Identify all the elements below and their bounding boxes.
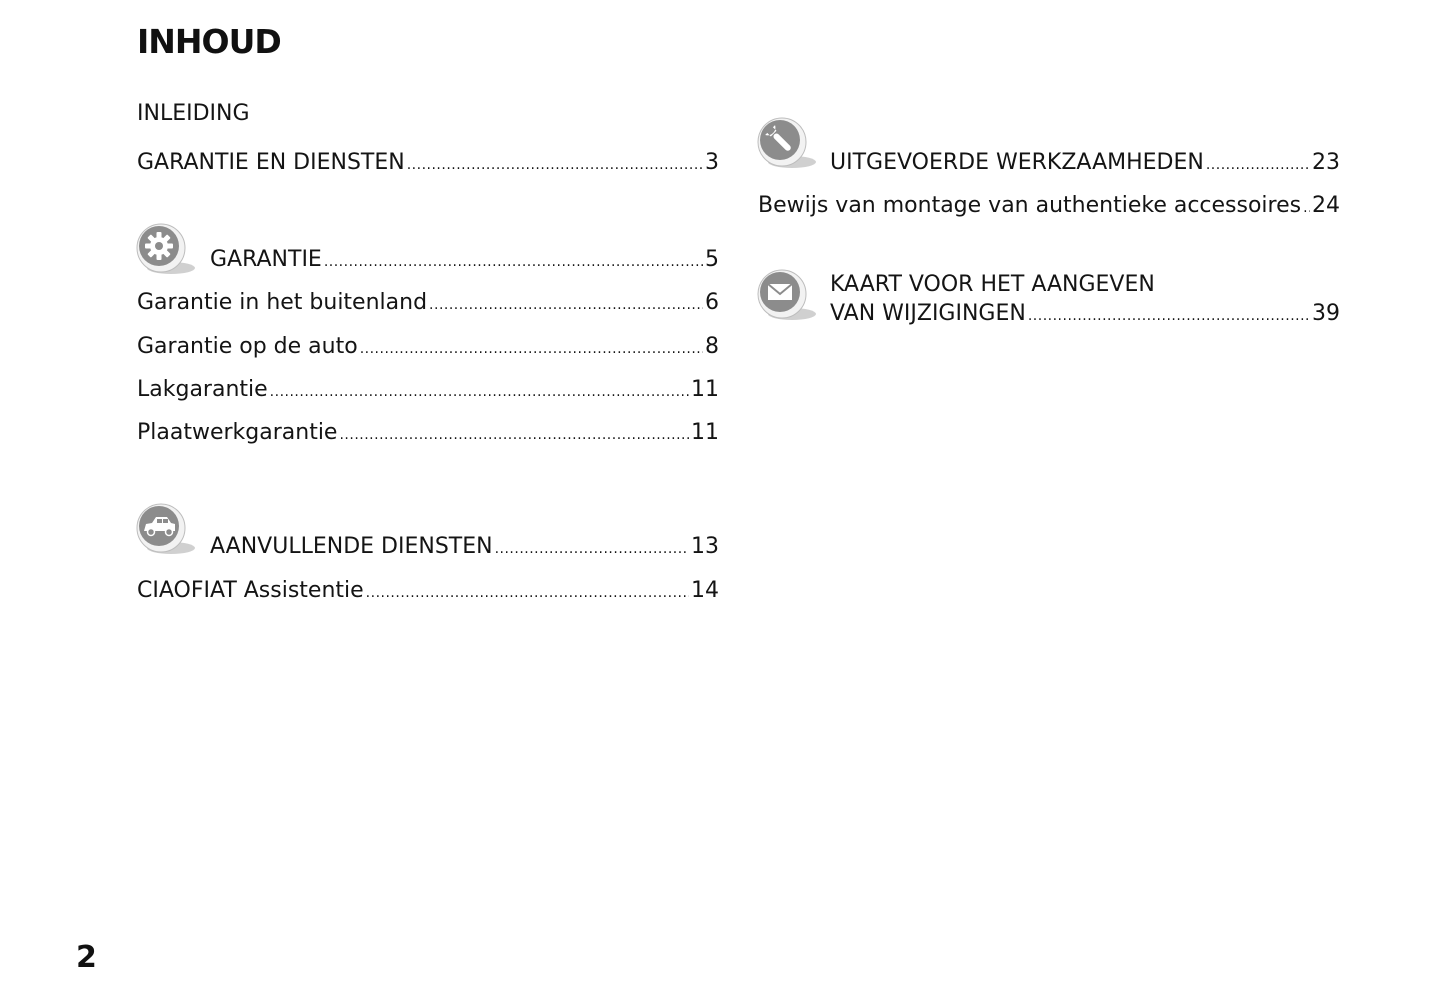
dot-leader — [339, 420, 689, 450]
page-number: 2 — [76, 940, 97, 975]
dot-leader — [1028, 301, 1310, 331]
toc-entry-plaatwerkgarantie[interactable] — [137, 418, 719, 450]
dot-leader — [324, 247, 703, 277]
toc-page-number: 14 — [691, 578, 719, 603]
toc-entry-ciaofiat[interactable] — [137, 576, 719, 608]
toc-label: VAN WIJZIGINGEN — [830, 301, 1026, 326]
toc-page-number: 5 — [705, 247, 719, 272]
dot-leader — [270, 377, 689, 407]
dot-leader — [366, 578, 689, 608]
wrench-icon — [756, 116, 818, 174]
toc-page-number: 11 — [691, 420, 719, 445]
envelope-icon — [756, 268, 818, 326]
toc-entry-uitgevoerde-werkzaamheden[interactable] — [830, 148, 1340, 180]
dot-leader — [1303, 193, 1310, 223]
toc-entry-garantie-buitenland[interactable] — [137, 288, 719, 320]
toc-entry-garantie-en-diensten[interactable] — [137, 148, 719, 180]
toc-label: UITGEVOERDE WERKZAAMHEDEN — [830, 150, 1204, 175]
toc-label: Bewijs van montage van authentieke accessoires — [758, 193, 1302, 218]
toc-label: Plaatwerkgarantie — [137, 420, 338, 445]
gear-icon — [135, 222, 197, 280]
toc-entry-bewijs-montage[interactable] — [758, 191, 1340, 223]
toc-label: GARANTIE — [210, 247, 322, 272]
toc-entry-kaart-wijzigingen[interactable] — [830, 299, 1340, 331]
toc-label: CIAOFIAT Assistentie — [137, 578, 364, 603]
toc-entry-garantie[interactable] — [210, 245, 719, 277]
toc-page-number: 3 — [705, 150, 719, 175]
dot-leader — [407, 150, 703, 180]
toc-label: GARANTIE EN DIENSTEN — [137, 150, 405, 175]
toc-page-number: 23 — [1312, 150, 1340, 175]
toc-label: AANVULLENDE DIENSTEN — [210, 534, 493, 559]
toc-label: Lakgarantie — [137, 377, 268, 402]
toc-page-number: 6 — [705, 290, 719, 315]
toc-page-number: 24 — [1312, 193, 1340, 218]
toc-page-number: 13 — [691, 534, 719, 559]
page-title: INHOUD — [137, 22, 281, 61]
dot-leader — [495, 534, 689, 564]
toc-intro[interactable]: INLEIDING — [137, 101, 250, 126]
toc-entry-garantie-auto[interactable] — [137, 332, 719, 364]
toc-entry-lakgarantie[interactable] — [137, 375, 719, 407]
toc-label: Garantie in het buitenland — [137, 290, 428, 315]
toc-page-number: 11 — [691, 377, 719, 402]
dot-leader — [429, 290, 703, 320]
toc-label: Garantie op de auto — [137, 334, 358, 359]
car-icon — [135, 502, 197, 560]
toc-kaart-heading-line1: KAART VOOR HET AANGEVEN — [830, 272, 1155, 297]
toc-entry-aanvullende-diensten[interactable] — [210, 532, 719, 564]
dot-leader — [1206, 150, 1310, 180]
dot-leader — [360, 334, 703, 364]
toc-page-number: 8 — [705, 334, 719, 359]
toc-page-number: 39 — [1312, 301, 1340, 326]
